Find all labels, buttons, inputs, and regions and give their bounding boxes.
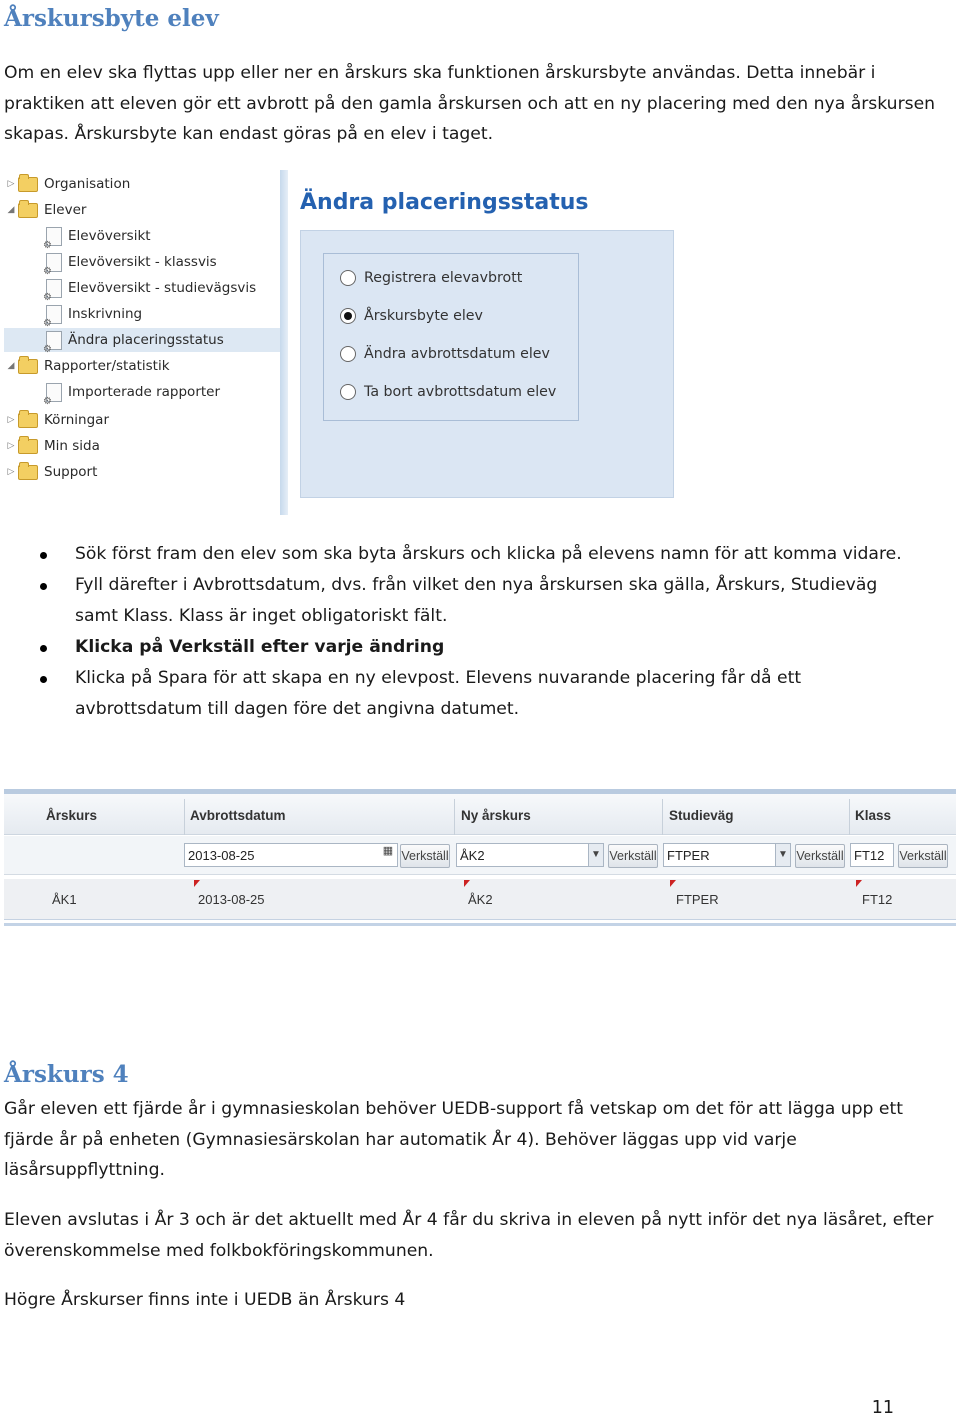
tree-item-elever[interactable] (4, 198, 284, 222)
chevron-down-icon[interactable]: ▼ (588, 843, 604, 867)
column-header-arskurs[interactable]: Årskurs (46, 808, 98, 823)
instruction-item: Klicka på Verkställ efter varje ändring (0, 632, 905, 663)
tree-item-label: Min sida (44, 438, 100, 454)
page-icon (46, 383, 62, 402)
tree-item-label: Organisation (44, 176, 131, 192)
cell-avbrottsdatum: 2013-08-25 (198, 892, 265, 907)
radio-button[interactable] (340, 270, 356, 286)
tree-item-label: Elever (44, 202, 87, 218)
radio-button-selected[interactable] (340, 308, 356, 324)
expand-arrow-icon[interactable]: ▷ (7, 415, 15, 425)
arskurs4-paragraph-1: Går eleven ett fjärde år i gymnasieskolan behöver UEDB-support få vetskap om det för att lägga upp ett fjärde år på enheten (Gymnasiesärskolan har automatik År 4). Behöver läggas upp vid varje läsårsuppflyttning. (4, 1099, 903, 1180)
option-label: Ta bort avbrottsdatum elev (364, 384, 557, 400)
page-icon (46, 253, 62, 272)
column-separator (184, 799, 185, 835)
cell-klass: FT12 (862, 892, 893, 907)
avbrottsdatum-input[interactable]: 2013-08-25 (184, 843, 398, 867)
grade-change-grid-screenshot (4, 789, 956, 927)
page-icon (46, 305, 62, 324)
option-arskursbyte-elev[interactable] (340, 308, 483, 324)
column-separator (662, 799, 663, 835)
tree-item-label: Support (44, 464, 98, 480)
grid-edit-row (4, 836, 956, 875)
section-title-arskurs-4: Årskurs 4 (4, 1061, 129, 1088)
tree-item-elevoversikt-studievagsvis[interactable] (4, 276, 284, 300)
ny-arskurs-select[interactable]: ÅK2 (456, 843, 604, 867)
radio-button[interactable] (340, 346, 356, 362)
intro-paragraph: Om en elev ska flyttas upp eller ner en årskurs ska funktionen årskursbyte användas. Detta innebär i praktiken att eleven gör ett avbrott på den gamla årskursen och att en ny placering med den nya årskursen skapas. Årskursbyte kan endast göras på en elev i taget. (4, 63, 936, 144)
tree-item-label: Elevöversikt (68, 228, 151, 244)
arskurs4-paragraph-3: Högre Årskurser finns inte i UEDB än Årskurs 4 (4, 1290, 406, 1310)
chevron-down-icon[interactable]: ▼ (775, 843, 791, 867)
apply-button[interactable]: Verkställ (400, 844, 450, 868)
tree-item-inskrivning[interactable] (4, 302, 284, 326)
tree-item-label: Ändra placeringsstatus (68, 332, 224, 348)
bullet-icon (40, 676, 47, 683)
bullet-icon (40, 552, 47, 559)
studievag-select[interactable]: FTPER (663, 843, 791, 867)
cell-studievag: FTPER (676, 892, 719, 907)
panel-title: Ändra placeringsstatus (300, 190, 589, 215)
bullet-icon (40, 645, 47, 652)
apply-button[interactable]: Verkställ (898, 844, 948, 868)
cell-ny-arskurs: ÅK2 (468, 892, 493, 907)
status-panel (300, 230, 674, 498)
folder-icon (18, 413, 38, 428)
tree-item-organisation[interactable] (4, 172, 284, 196)
folder-icon (18, 439, 38, 454)
expand-arrow-icon[interactable]: ▷ (7, 441, 15, 451)
column-header-klass[interactable]: Klass (855, 808, 892, 823)
bullet-icon (40, 583, 47, 590)
tree-item-label: Elevöversikt - klassvis (68, 254, 217, 270)
tree-item-elevoversikt[interactable] (4, 224, 284, 248)
tree-item-rapporter[interactable] (4, 354, 284, 378)
instruction-list (0, 539, 960, 725)
navigation-tree (4, 170, 284, 490)
column-separator (849, 799, 850, 835)
tree-item-elevoversikt-klassvis[interactable] (4, 250, 284, 274)
section-title: Årskursbyte elev (4, 5, 219, 32)
tree-item-label: Inskrivning (68, 306, 143, 322)
page-icon (46, 331, 62, 350)
tree-item-importerade-rapporter[interactable] (4, 380, 284, 404)
column-header-studievag[interactable]: Studieväg (669, 808, 734, 823)
tree-item-korningar[interactable] (4, 408, 284, 432)
instruction-item: Klicka på Spara för att skapa en ny elevpost. Elevens nuvarande placering får då ett avbrottsdatum till dagen före det angivna datumet. (0, 663, 905, 725)
column-header-avbrottsdatum[interactable]: Avbrottsdatum (190, 808, 286, 823)
status-options-group (323, 253, 579, 421)
grid-bottom-border (4, 923, 956, 926)
tree-item-label: Importerade rapporter (68, 384, 221, 400)
calendar-icon[interactable]: ▦ (382, 845, 394, 857)
tree-item-support[interactable] (4, 460, 284, 484)
apply-button[interactable]: Verkställ (795, 844, 845, 868)
option-registrera-elevavbrott[interactable] (340, 270, 522, 286)
option-ta-bort-avbrottsdatum[interactable] (340, 384, 556, 400)
collapse-arrow-icon[interactable]: ◢ (7, 361, 15, 371)
panel-divider (280, 170, 288, 515)
tree-item-andra-placeringsstatus[interactable] (4, 328, 284, 352)
table-row (4, 879, 956, 920)
grid-header-row (4, 794, 956, 835)
radio-button[interactable] (340, 384, 356, 400)
apply-button[interactable]: Verkställ (608, 844, 658, 868)
arskurs4-paragraph-2: Eleven avslutas i År 3 och är det aktuellt med År 4 får du skriva in eleven på nytt inför det nya läsåret, efter överenskommelse med folkbokföringskommunen. (4, 1210, 934, 1261)
page-number: 11 (871, 1398, 894, 1418)
page-icon (46, 227, 62, 246)
expand-arrow-icon[interactable]: ▷ (7, 467, 15, 477)
changed-flag-icon (194, 880, 200, 887)
changed-flag-icon (856, 880, 862, 887)
folder-icon (18, 177, 38, 192)
option-label: Ändra avbrottsdatum elev (364, 346, 550, 362)
instruction-item: Fyll därefter i Avbrottsdatum, dvs. från vilket den nya årskursen ska gälla, Årskurs, Studieväg samt Klass. Klass är inget obligatoriskt fält. (0, 570, 905, 632)
instruction-item: Sök först fram den elev som ska byta årskurs och klicka på elevens namn för att komma vidare. (0, 539, 905, 570)
tree-item-label: Elevöversikt - studievägsvis (68, 280, 257, 296)
tree-item-label: Körningar (44, 412, 110, 428)
option-label: Registrera elevavbrott (364, 270, 523, 286)
option-andra-avbrottsdatum[interactable] (340, 346, 550, 362)
cell-arskurs: ÅK1 (52, 892, 77, 907)
folder-icon (18, 465, 38, 480)
collapse-arrow-icon[interactable]: ◢ (7, 205, 15, 215)
klass-select[interactable]: FT12 (850, 843, 894, 867)
folder-icon (18, 359, 38, 374)
option-label: Årskursbyte elev (364, 308, 483, 324)
page-icon (46, 279, 62, 298)
changed-flag-icon (464, 880, 470, 887)
column-header-ny-arskurs[interactable]: Ny årskurs (461, 808, 531, 823)
tree-item-min-sida[interactable] (4, 434, 284, 458)
changed-flag-icon (670, 880, 676, 887)
expand-arrow-icon[interactable]: ▷ (7, 179, 15, 189)
folder-icon (18, 203, 38, 218)
placement-status-screenshot (4, 170, 684, 520)
column-separator (454, 799, 455, 835)
tree-item-label: Rapporter/statistik (44, 358, 170, 374)
